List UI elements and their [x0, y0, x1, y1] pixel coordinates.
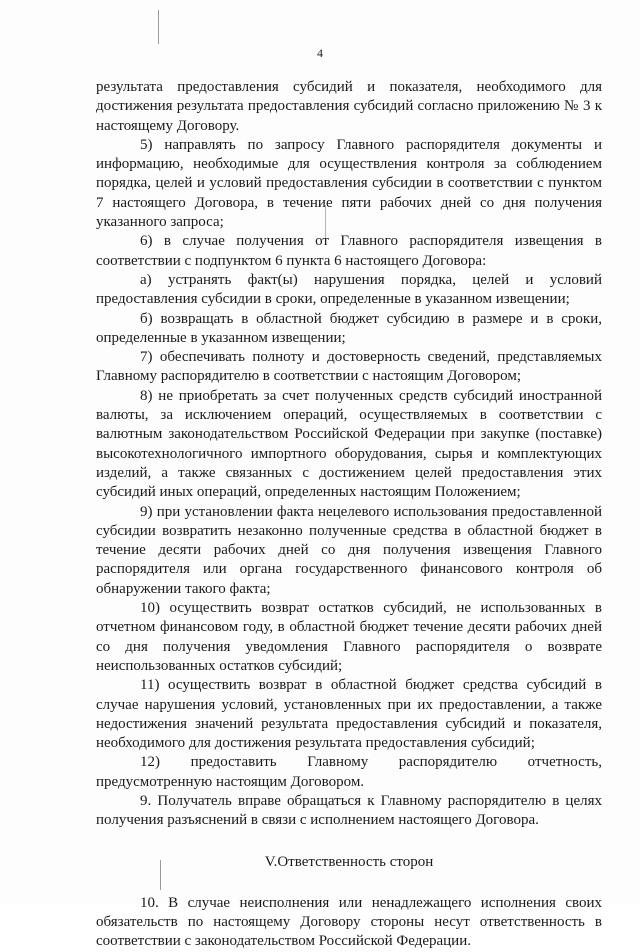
paragraph-item-6: 6) в случае получения от Главного распорядителя извещения в соответствии с подпунктом 6 пункта 6 настоящего Договора:	[96, 233, 602, 269]
paragraph-item-8: 8) не приобретать за счет полученных средств субсидий иностранной валюты, за исключением операций, осуществляемых в соответствии с валютным законодательством Российской Федерации при закупке (поставке) высокотехнологичного импортного оборудования, сырья и комплектующих изделий, а также связанных с достижением целей предоставления этих субсидий иных операций, определенных настоящим Положением;	[96, 387, 602, 501]
paragraph-item-10: 10) осуществить возврат остатков субсидий, не использованных в отчетном финансовом году, в областной бюджет течение десяти рабочих дней со дня получения уведомления Главного распорядителя о возврате неиспользованных остатков субсидий;	[96, 600, 602, 674]
scan-artifact-line	[158, 10, 159, 44]
paragraph-item-5: 5) направлять по запросу Главного распорядителя документы и информацию, необходимые для осуществления контроля за соблюдением порядка, целей и условий предоставления субсидии в соответствии с пунктом 7 настоящего Договора, в течение пяти рабочих дней со дня получения указанного запроса;	[96, 136, 602, 231]
paragraph-clause-9: 9. Получатель вправе обращаться к Главному распорядителю в целях получения разъяснений в связи с исполнением настоящего Договора.	[96, 792, 602, 829]
paragraph-clause-10: 10. В случае неисполнения или ненадлежащего исполнения своих обязательств по настоящему Договору стороны несут ответственность в соответствии с законодательством Российской Федерации.	[96, 894, 602, 950]
paragraph-item-6b: б) возвращать в областной бюджет субсидию в размере и в сроки, определенные в указанном извещении;	[96, 310, 602, 346]
section-heading: V.Ответственность сторон	[264, 853, 434, 870]
paragraph-item-7: 7) обеспечивать полноту и достоверность сведений, представляемых Главному распорядителю в соответствии с настоящим Договором;	[96, 349, 602, 385]
paragraph-item-11: 11) осуществить возврат в областной бюджет средства субсидий в случае нарушения условий, установленных при их предоставлении, а также недостижения значений результата предоставления субсидий и показателя, необходимого для достижения результата предоставления субсидий;	[96, 677, 602, 752]
paragraph-continuation: результата предоставления субсидий и показателя, необходимого для достижения результата предоставления субсидий согласно приложению № 3 к настоящему Договору.	[96, 79, 602, 134]
page-number: 4	[317, 46, 323, 60]
document-body	[96, 78, 602, 952]
paragraph-item-12: 12) предоставить Главному распорядителю отчетность, предусмотренную настоящим Договором.	[96, 754, 602, 790]
paragraph-item-9: 9) при установлении факта нецелевого использования предоставленной субсидии возвратить незаконно полученные средства в областной бюджет в течение десяти рабочих дней со дня получения извещения Главного распорядителя или органа государственного финансового контроля об обнаружении такого факта;	[96, 503, 602, 597]
paragraph-item-6a: а) устранять факт(ы) нарушения порядка, целей и условий предоставления субсидии в сроки, определенные в указанном извещении;	[96, 271, 602, 308]
